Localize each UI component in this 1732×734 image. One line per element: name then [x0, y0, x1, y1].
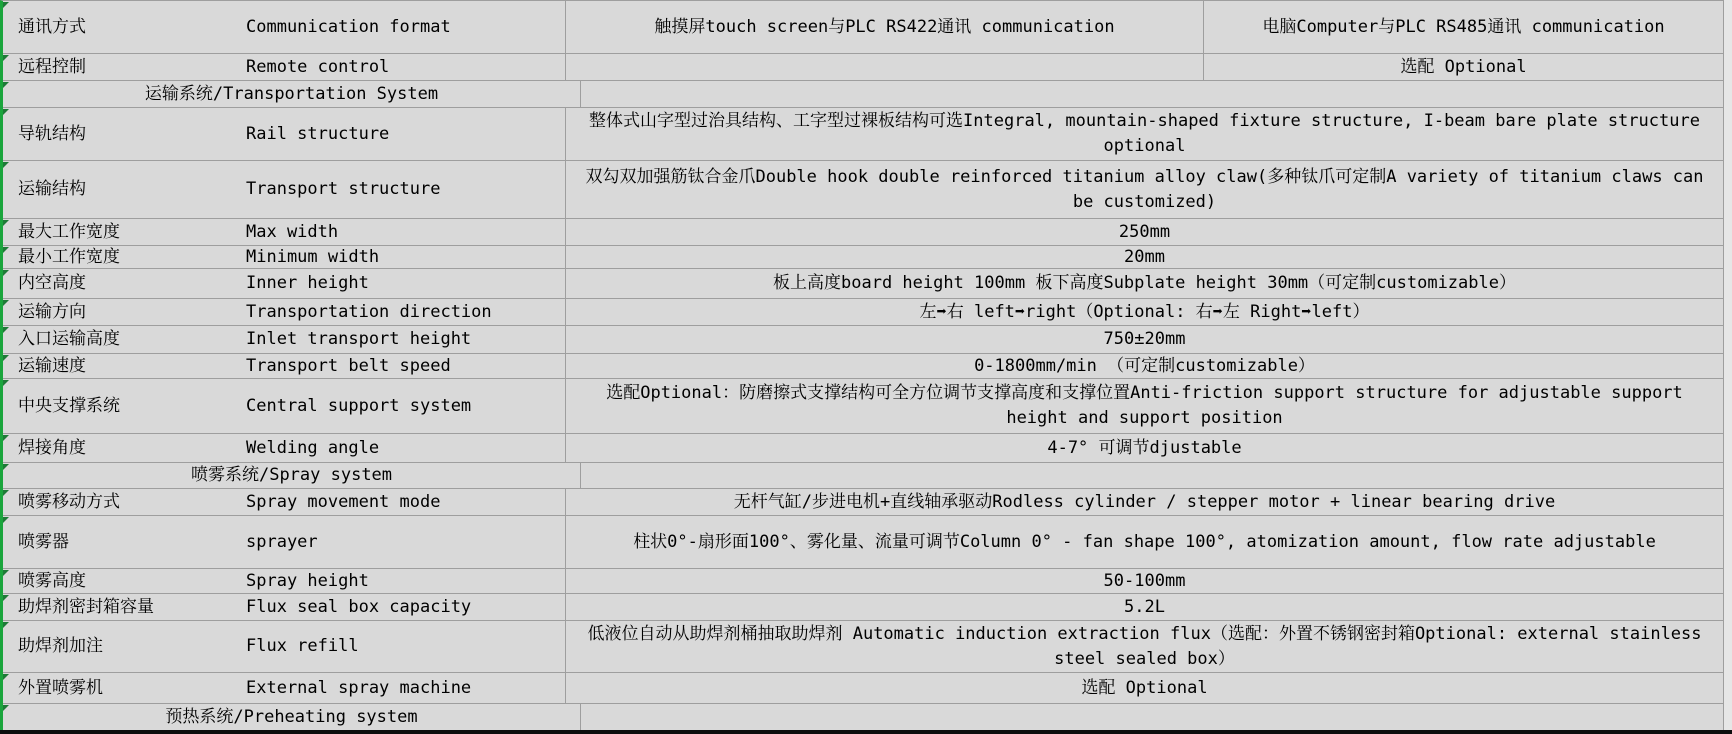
value-cell	[565, 246, 1723, 268]
label-en-text: Spray height	[246, 570, 369, 591]
label-zh	[3, 326, 246, 353]
label-zh-text: 远程控制	[18, 56, 86, 77]
label-zh	[3, 108, 246, 160]
label-en-text: sprayer	[246, 531, 318, 552]
label-zh	[3, 489, 246, 515]
label-zh-text: 通讯方式	[18, 16, 86, 37]
spec-row	[3, 161, 1723, 219]
value-cell-text: 20mm	[1124, 246, 1165, 267]
value-cell	[565, 621, 1723, 672]
label-en-text: Spray movement mode	[246, 491, 441, 512]
label-en	[246, 594, 565, 620]
cell-error-triangle-icon	[3, 82, 9, 88]
label-en	[246, 434, 565, 462]
section-header-row	[3, 704, 1723, 731]
section-title	[3, 81, 580, 107]
value-cell-text: 低液位自动从助焊剂桶抽取助焊剂 Automatic induction extraction flux（选配：外置不锈钢密封箱Optional: external stainless steel sealed box）	[587, 623, 1702, 669]
label-en	[246, 299, 565, 325]
value-cell-text: 0-1800mm/min （可定制customizable）	[974, 355, 1315, 376]
section-empty-cell	[580, 463, 1723, 488]
label-zh	[3, 673, 246, 703]
label-zh-text: 焊接角度	[18, 437, 86, 458]
value-cell	[565, 673, 1723, 703]
label-en-text: Minimum width	[246, 246, 380, 267]
label-zh	[3, 219, 246, 245]
label-zh	[3, 54, 246, 80]
spec-row	[3, 1, 1723, 54]
label-zh-text: 助焊剂密封箱容量	[18, 596, 154, 617]
cell-error-triangle-icon	[3, 674, 9, 680]
cell-error-triangle-icon	[3, 355, 9, 361]
label-en	[246, 326, 565, 353]
label-en-text: Communication format	[246, 16, 451, 37]
value-cell	[565, 434, 1723, 462]
label-en-text: Remote control	[246, 56, 390, 77]
value-cell	[565, 326, 1723, 353]
value-cell	[565, 108, 1723, 160]
label-zh-text: 最小工作宽度	[18, 246, 120, 267]
spec-row	[3, 246, 1723, 269]
label-en	[246, 569, 565, 593]
bottom-black-strip	[0, 730, 1732, 734]
label-zh	[3, 269, 246, 298]
value2-cell-text: 选配 Optional	[1400, 56, 1527, 77]
label-zh-text: 运输结构	[18, 179, 86, 199]
label-en	[246, 379, 565, 433]
label-zh	[3, 161, 246, 218]
cell-error-triangle-icon	[3, 435, 9, 441]
label-zh-text: 喷雾器	[18, 531, 69, 552]
value-cell-text: 选配 Optional	[1081, 677, 1208, 698]
value-cell-text: 双勾双加强筋钛合金爪Double hook double reinforced titanium alloy claw(多种钛爪可定制A variety of titanium claws can be customized)	[585, 166, 1704, 212]
value-cell	[565, 489, 1723, 515]
value2-cell	[1203, 1, 1723, 53]
label-zh	[3, 246, 246, 268]
spec-row	[3, 516, 1723, 569]
value-cell	[565, 594, 1723, 620]
label-en-text: Welding angle	[246, 437, 380, 458]
label-zh	[3, 379, 246, 433]
spec-row	[3, 54, 1723, 81]
label-zh	[3, 516, 246, 568]
value-cell	[565, 354, 1723, 378]
section-title-text: 喷雾系统/Spray system	[190, 465, 393, 485]
spec-row	[3, 489, 1723, 516]
spec-row	[3, 299, 1723, 326]
spec-row	[3, 621, 1723, 673]
value-cell	[565, 516, 1723, 568]
label-en-text: Transport structure	[246, 179, 441, 199]
value-cell-text: 左➡右 left➡right（Optional: 右➡左 Right➡left）	[919, 301, 1370, 322]
value-cell	[565, 299, 1723, 325]
section-title	[3, 463, 580, 488]
cell-error-triangle-icon	[3, 380, 9, 386]
spec-row	[3, 379, 1723, 434]
label-zh-text: 中央支撑系统	[18, 395, 120, 416]
label-en-text: Flux seal box capacity	[246, 596, 472, 617]
label-en	[246, 269, 565, 298]
cell-error-triangle-icon	[3, 55, 9, 61]
value-cell-text: 250mm	[1118, 221, 1171, 242]
value-cell	[565, 54, 1203, 80]
label-zh-text: 运输方向	[18, 301, 86, 322]
value-cell-text: 柱状0°-扇形面100°、雾化量、流量可调节Column 0° - fan shape 100°, atomization amount, flow rate adjustable	[633, 531, 1656, 552]
spec-row	[3, 434, 1723, 463]
cell-error-triangle-icon	[3, 247, 9, 253]
label-zh-text: 最大工作宽度	[18, 221, 120, 242]
label-en	[246, 1, 565, 53]
cell-error-triangle-icon	[3, 595, 9, 601]
label-en	[246, 516, 565, 568]
cell-error-triangle-icon	[3, 517, 9, 523]
spec-row	[3, 326, 1723, 354]
label-en-text: Max width	[246, 221, 339, 242]
label-en	[246, 489, 565, 515]
cell-error-triangle-icon	[3, 270, 9, 276]
label-zh	[3, 594, 246, 620]
label-en-text: Inner height	[246, 273, 369, 293]
section-title	[3, 704, 580, 730]
label-zh-text: 喷雾移动方式	[18, 491, 120, 512]
cell-error-triangle-icon	[3, 109, 9, 115]
value-cell-text: 触摸屏touch screen与PLC RS422通讯 communication	[654, 16, 1115, 37]
section-header-row	[3, 463, 1723, 489]
cell-error-triangle-icon	[3, 162, 9, 168]
value2-cell-text: 电脑Computer与PLC RS485通讯 communication	[1262, 16, 1665, 37]
section-title-text: 运输系统/Transportation System	[144, 83, 439, 104]
section-title-text: 预热系统/Preheating system	[165, 706, 418, 727]
cell-error-triangle-icon	[3, 464, 9, 470]
label-en-text: Inlet transport height	[246, 329, 472, 349]
value-cell	[565, 161, 1723, 218]
label-zh-text: 导轨结构	[18, 123, 86, 144]
label-en	[246, 673, 565, 703]
label-en	[246, 108, 565, 160]
value-cell-text: 4-7° 可调节djustable	[1047, 437, 1242, 458]
label-zh	[3, 569, 246, 593]
label-zh-text: 入口运输高度	[18, 329, 120, 349]
value2-cell	[1203, 54, 1723, 80]
cell-error-triangle-icon	[3, 327, 9, 333]
label-en-text: Flux refill	[246, 636, 359, 656]
label-zh	[3, 299, 246, 325]
label-en	[246, 246, 565, 268]
value-cell	[565, 1, 1203, 53]
spec-row	[3, 219, 1723, 246]
section-empty-cell	[580, 81, 1723, 107]
label-en-text: Transport belt speed	[246, 355, 451, 376]
cell-error-triangle-icon	[3, 490, 9, 496]
cell-error-triangle-icon	[3, 300, 9, 306]
section-empty-cell	[580, 704, 1723, 730]
label-en-text: Central support system	[246, 395, 472, 416]
spec-row	[3, 269, 1723, 299]
label-en-text: Rail structure	[246, 123, 390, 144]
value-cell	[565, 379, 1723, 433]
label-en-text: Transportation direction	[246, 301, 492, 322]
value-cell-text: 选配Optional：防磨擦式支撑结构可全方位调节支撑高度和支撑位置Anti-friction support structure for adjustable support height and support position	[606, 383, 1683, 428]
label-zh-text: 运输速度	[18, 355, 86, 376]
value-cell-text: 板上高度board height 100mm 板下高度Subplate height 30mm（可定制customizable）	[773, 273, 1516, 293]
label-zh-text: 助焊剂加注	[18, 636, 103, 656]
value-cell-text: 750±20mm	[1103, 329, 1186, 349]
label-zh-text: 外置喷雾机	[18, 677, 103, 698]
value-cell-text: 无杆气缸/步进电机+直线轴承驱动Rodless cylinder / stepper motor + linear bearing drive	[733, 491, 1556, 512]
label-zh-text: 内空高度	[18, 273, 86, 293]
value-cell	[565, 219, 1723, 245]
label-zh	[3, 354, 246, 378]
cell-error-triangle-icon	[3, 2, 9, 8]
value-cell	[565, 569, 1723, 593]
label-zh	[3, 621, 246, 672]
spec-row	[3, 354, 1723, 379]
label-en	[246, 621, 565, 672]
spec-row	[3, 569, 1723, 594]
cell-error-triangle-icon	[3, 220, 9, 226]
cell-error-triangle-icon	[3, 705, 9, 711]
cell-error-triangle-icon	[3, 570, 9, 576]
value-cell-text: 5.2L	[1124, 596, 1165, 617]
label-en	[246, 161, 565, 218]
label-zh	[3, 1, 246, 53]
value-cell-text: 50-100mm	[1103, 570, 1186, 591]
label-en-text: External spray machine	[246, 677, 472, 698]
label-en	[246, 219, 565, 245]
label-zh-text: 喷雾高度	[18, 570, 86, 591]
section-header-row	[3, 81, 1723, 108]
spec-row	[3, 673, 1723, 704]
label-zh	[3, 434, 246, 462]
value-cell-text: 整体式山字型过治具结构、工字型过裸板结构可选Integral, mountain-shaped fixture structure, I-beam bare plate structure optional	[589, 111, 1700, 156]
value-cell	[565, 269, 1723, 298]
sheet-right-margin	[1724, 0, 1732, 730]
spec-row	[3, 108, 1723, 161]
cell-error-triangle-icon	[3, 622, 9, 628]
label-en	[246, 354, 565, 378]
spec-row	[3, 594, 1723, 621]
label-en	[246, 54, 565, 80]
